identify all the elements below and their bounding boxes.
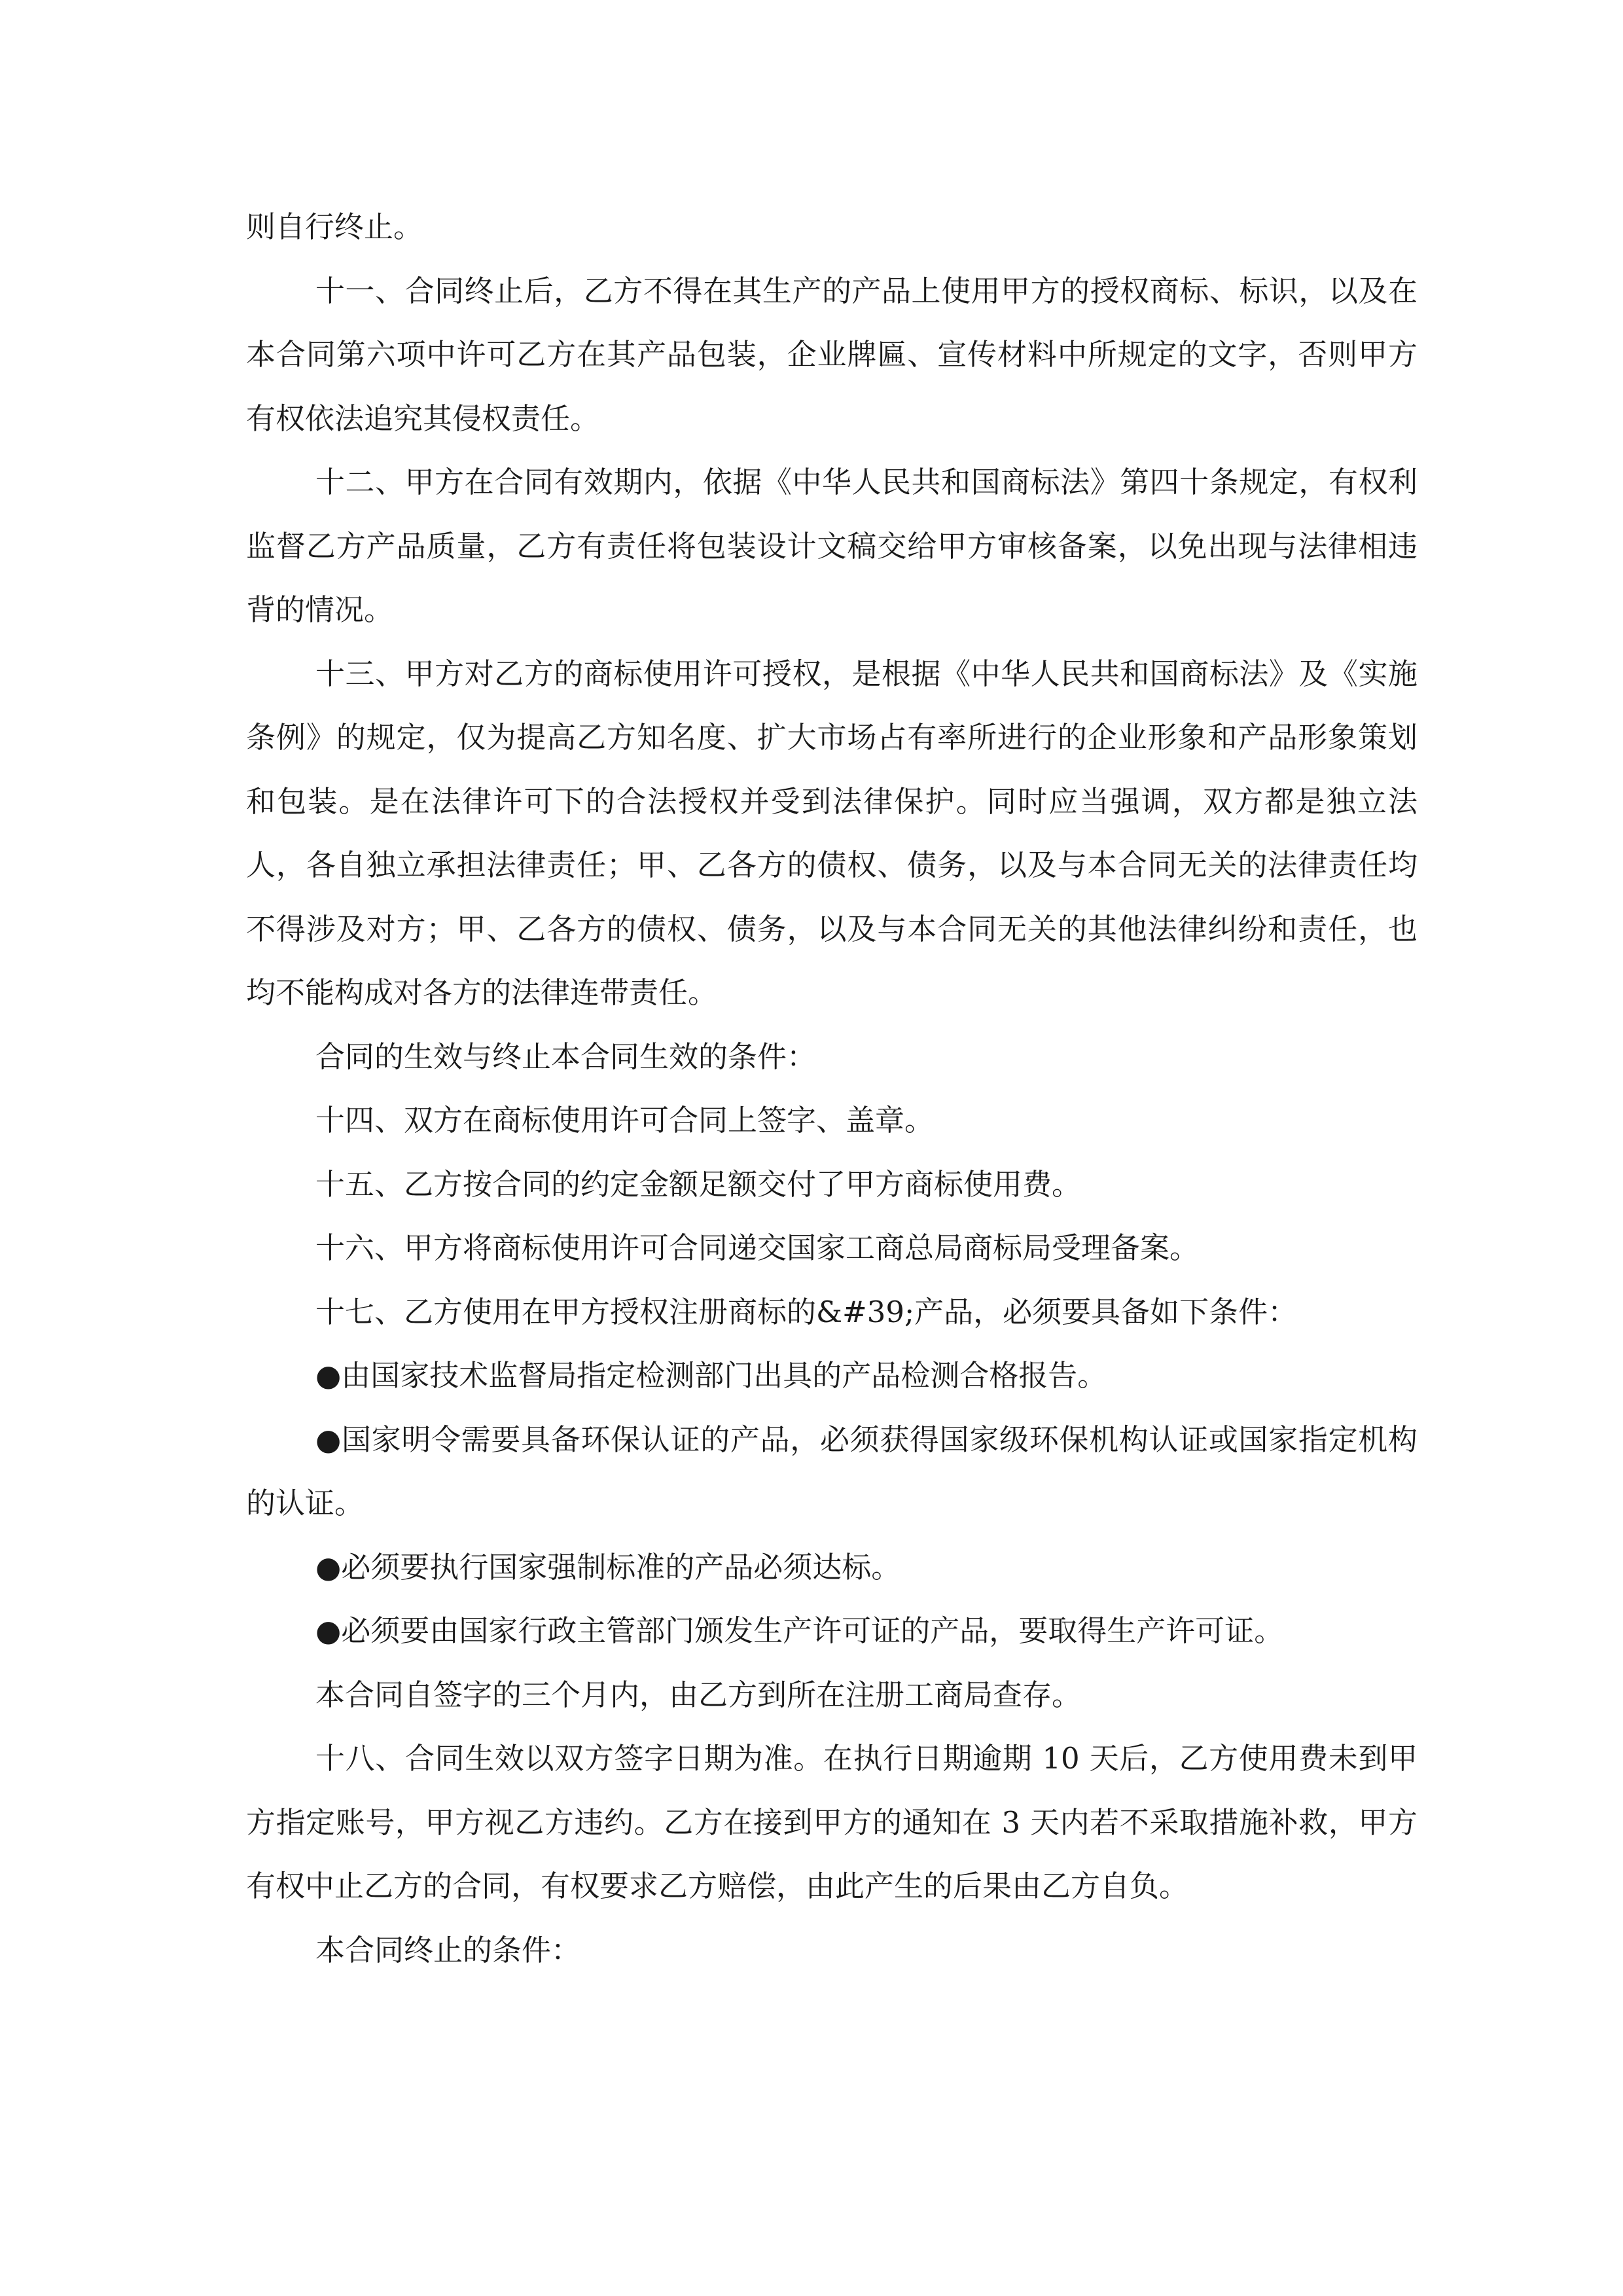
paragraph-clause-17: 十七、乙方使用在甲方授权注册商标的&#39;产品，必须要具备如下条件： <box>315 1294 1298 1329</box>
paragraph-filing: 本合同自签字的三个月内，由乙方到所在注册工商局查存。 <box>315 1677 1082 1712</box>
paragraph-termination-heading: 本合同终止的条件： <box>315 1932 581 1967</box>
paragraph-effect-heading: 合同的生效与终止本合同生效的条件： <box>315 1039 817 1074</box>
paragraph-continuation: 则自行终止。 <box>246 209 423 244</box>
bullet-item-license: ●必须要由国家行政主管部门颁发生产许可证的产品，要取得生产许可证。 <box>315 1613 1284 1648</box>
paragraph-clause-15: 十五、乙方按合同的约定金额足额交付了甲方商标使用费。 <box>315 1166 1082 1202</box>
bullet-item-inspection: ●由国家技术监督局指定检测部门出具的产品检测合格报告。 <box>315 1358 1107 1393</box>
paragraph-clause-14: 十四、双方在商标使用许可合同上签字、盖章。 <box>315 1103 935 1138</box>
document-body <box>246 195 1418 1982</box>
paragraph-clause-12: 十二、甲方在合同有效期内，依据《中华人民共和国商标法》第四十条规定，有权利监督乙方产品质量，乙方有责任将包装设计文稿交给甲方审核备案，以免出现与法律相违背的情况。 <box>246 465 1418 627</box>
paragraph-clause-18: 十八、合同生效以双方签字日期为准。在执行日期逾期 10 天后，乙方使用费未到甲方指定账号，甲方视乙方违约。乙方在接到甲方的通知在 3 天内若不采取措施补救，甲方有权中止乙方的合同，有权要求乙方赔偿，由此产生的后果由乙方自负。 <box>246 1741 1418 1903</box>
paragraph-clause-16: 十六、甲方将商标使用许可合同递交国家工商总局商标局受理备案。 <box>315 1230 1200 1265</box>
bullet-item-environmental: ●国家明令需要具备环保认证的产品，必须获得国家级环保机构认证或国家指定机构的认证。 <box>246 1422 1418 1520</box>
bullet-item-standards: ●必须要执行国家强制标准的产品必须达标。 <box>315 1549 901 1585</box>
paragraph-clause-13: 十三、甲方对乙方的商标使用许可授权，是根据《中华人民共和国商标法》及《实施条例》的规定，仅为提高乙方知名度、扩大市场占有率所进行的企业形象和产品形象策划和包装。是在法律许可下的合法授权并受到法律保护。同时应当强调，双方都是独立法人，各自独立承担法律责任；甲、乙各方的债权、债务，以及与本合同无关的法律责任均不得涉及对方；甲、乙各方的债权、债务，以及与本合同无关的其他法律纠纷和责任，也均不能构成对各方的法律连带责任。 <box>246 656 1418 1010</box>
paragraph-clause-11: 十一、合同终止后，乙方不得在其生产的产品上使用甲方的授权商标、标识，以及在本合同第六项中许可乙方在其产品包装，企业牌匾、宣传材料中所规定的文字，否则甲方有权依法追究其侵权责任。 <box>246 273 1418 436</box>
